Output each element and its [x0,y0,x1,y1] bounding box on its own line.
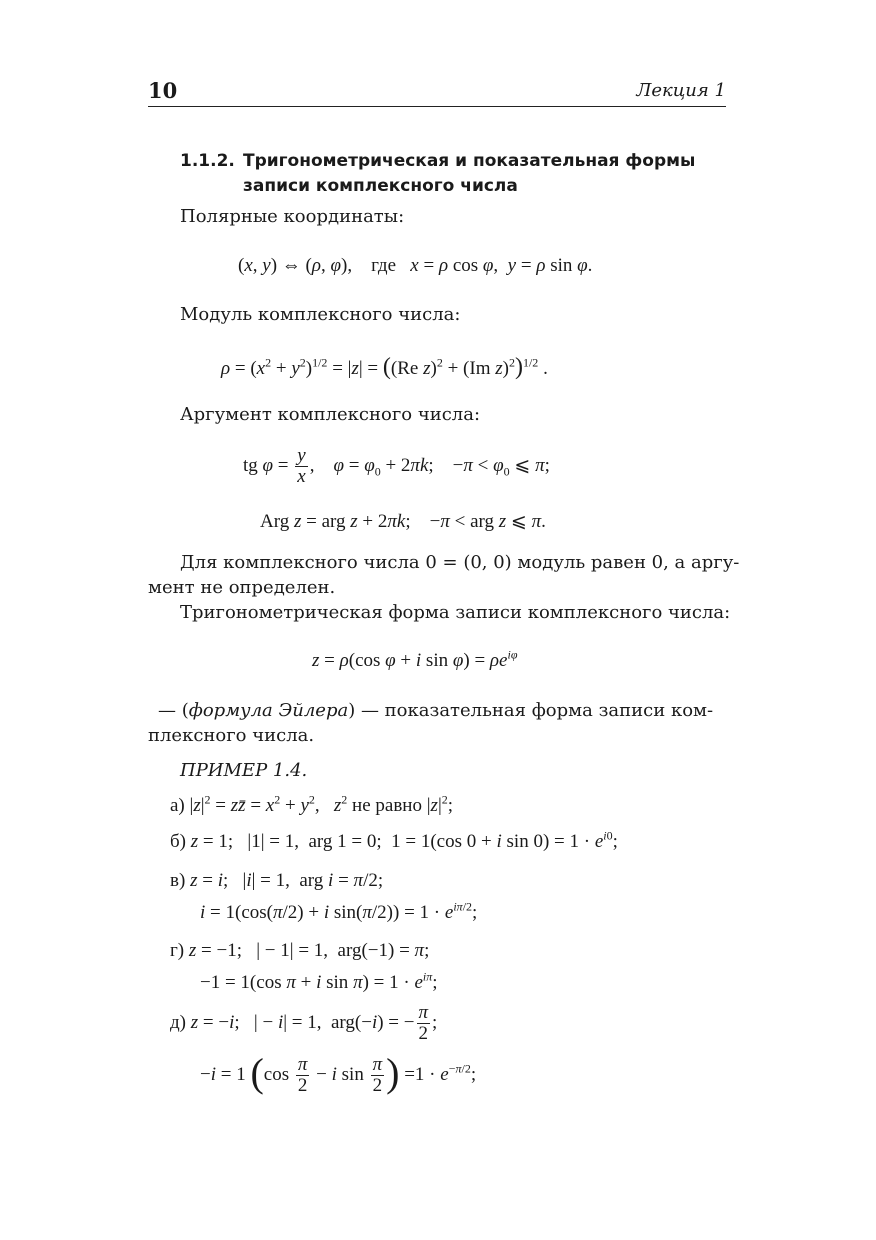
euler-formula: z = ρ(cos φ + i $\sin \varphi) = \rho e^{i\varphi}$ [312,647,518,671]
euler-caption-line2: плексного числа. [148,725,315,746]
euler-caption-line1: — (формула Эйлера) — показательная форма записи ком- [158,700,714,721]
page-number: 10 [148,78,178,103]
modulus-formula: $\rho = (x^2 + y^2)^{1/2} = |z| = ((Re$ z)$^2$ + (Im z)$^2$)$^{1/2}$ . [221,354,548,380]
example-g-line2: −1 = 1(cos π + i $\sin \pi) = 1 \cdot e^{i\pi}$; [200,969,438,993]
section-title-line1: Тригонометрическая и показательная формы [243,151,696,171]
example-v-line1: в) z = i; |i| = 1, arg i = π/2; [170,870,384,891]
running-title: Лекция 1 [636,80,726,101]
example-d-line2: −i = 1 (cos $\frac{\pi}{2}$ − i sin $\frac{\pi}{2}$ ) $=1 \cdot e^{-\pi/2}$; [200,1049,477,1096]
example-a: а) $|z|^2$ = zz̄ = $x^2 + y^2$, $z^2$ не равно $|z|^2$; [170,792,454,816]
example-d-line1: д) z = −i; | − i| = 1, arg(−i) = − $\frac{\pi}{2}$ ; [170,1002,438,1044]
trig-label: Тригонометрическая форма записи комплексного числа: [180,602,731,623]
polar-label: Полярные координаты: [180,206,405,227]
polar-formula: (x, y) ⇔ (ρ, φ), где x = ρ cos φ, y = ρ sin φ. [238,255,593,276]
modulus-label: Модуль комплексного числа: [180,304,461,325]
argument-label: Аргумент комплексного числа: [180,404,481,425]
example-title: ПРИМЕР 1.4. [180,760,308,781]
euler-name: формула Эйлера [188,700,349,721]
header-rule [148,106,726,107]
section-title-line2: записи комплексного числа [243,176,518,196]
zero-remark-line2: мент не определен. [148,577,336,598]
example-b: б) z = 1; |1| = 1, arg 1 = 0; 1 = 1(cos 0 + i $\sin 0) = 1 \cdot e^{i0}$; [170,828,618,852]
example-g-line1: г) z = −1; | − 1| = 1, arg(−1) = π; [170,940,430,961]
example-v-line2: i = 1(cos(π/2) + i $\sin(\pi/2)) = 1 \cdot e^{i\pi/2}$; [200,899,478,923]
section-number: 1.1.2. [180,151,235,171]
tg-formula: tg φ = $\frac{y}{x}$ , $\varphi = \varphi_0 + 2\pi k$; $-\pi < \varphi_0$ ⩽ π; [243,445,550,487]
arg-formula: Arg z = arg z + 2πk; −π < arg z ⩽ π. [260,511,546,532]
zero-remark-line1: Для комплексного числа 0 = (0, 0) модуль равен 0, а аргу- [180,552,740,573]
